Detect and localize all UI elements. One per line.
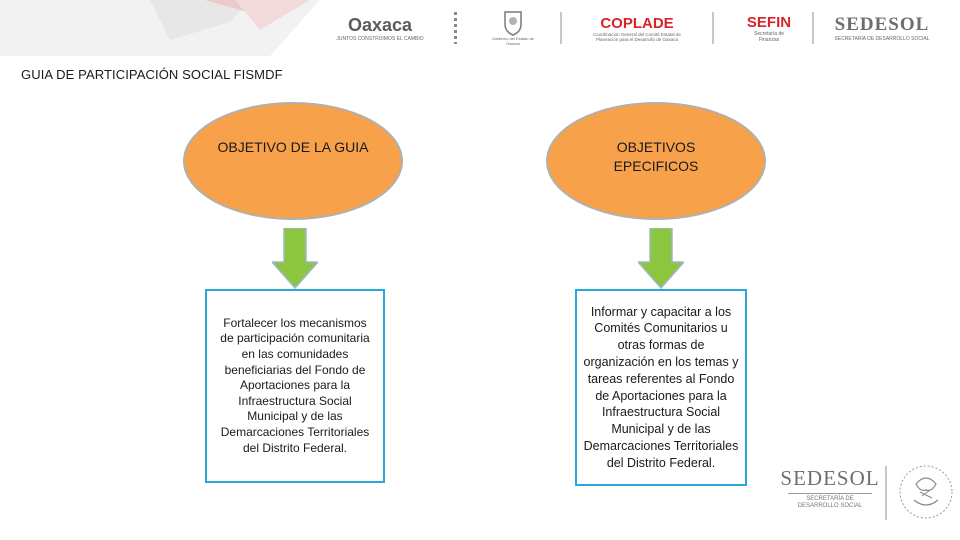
objective-text-left: Fortalecer los mecanismos de participación comunitaria en las comunidades beneficiarias del Fondo de Aportaciones para la Infraestructura Social Municipal y de las Demarcaciones Territoriales del Distrito Federal. [220,315,370,455]
national-seal-icon [898,462,954,522]
objective-text-right: Informar y capacitar a los Comités Comunitarios u otras formas de organización en los temas y tareas referentes al Fondo de Aportaciones para la Infraestructura Social Municipal y de las Demarcaciones Territoriales del Distrito Federal. [583,304,739,470]
separator [712,12,714,44]
footer-logo-sub: SECRETARÍA DE DESARROLLO SOCIAL [797,496,863,509]
objective-heading-left: OBJETIVO DE LA GUIA [217,139,369,155]
state-seal-icon [502,10,524,36]
down-arrow-icon [638,228,684,290]
logo-coplade [584,6,690,50]
logo-sedesol-header-text: SEDESOL [834,14,930,35]
logo-gobierno-oaxaca [488,6,538,50]
dotted-separator [454,12,457,44]
footer-logo-rule [788,493,872,494]
separator [560,12,562,44]
footer-logo-text: SEDESOL [780,466,880,490]
objective-box-left [205,289,385,483]
objective-ellipse-left [183,102,403,220]
header-logos [330,6,950,50]
logo-sedesol-header [824,6,940,50]
footer-separator [885,466,887,520]
page-title: GUIA DE PARTICIPACIÓN SOCIAL FISMDF [21,67,283,82]
logo-sefin [734,6,804,50]
separator [812,12,814,44]
logo-gobierno-caption: Gobierno del Estado de Oaxaca [491,36,535,46]
logo-oaxaca-tagline: JUNTOS CONSTRUIMOS EL CAMBIO [336,35,424,42]
objective-heading-right: OBJETIVOS EPECIFICOS [613,139,699,174]
logo-sefin-sub: Secretaría de Finanzas [753,30,785,43]
logo-coplade-sub: Coordinación General del Comité Estatal de Planeación para el Desarrollo de Oaxaca [593,31,681,42]
header-decoration [0,0,320,56]
logo-oaxaca-text: Oaxaca [347,14,413,35]
logo-coplade-text: COPLADE [600,14,674,32]
logo-oaxaca [330,6,430,50]
objective-ellipse-right [546,102,766,220]
header-bar [0,0,960,56]
logo-sefin-text: SEFIN [746,13,792,31]
footer-logo-sedesol [780,462,955,532]
down-arrow-icon [272,228,318,290]
objective-box-right [575,289,747,486]
logo-sedesol-header-sub: SECRETARÍA DE DESARROLLO SOCIAL [834,36,930,42]
